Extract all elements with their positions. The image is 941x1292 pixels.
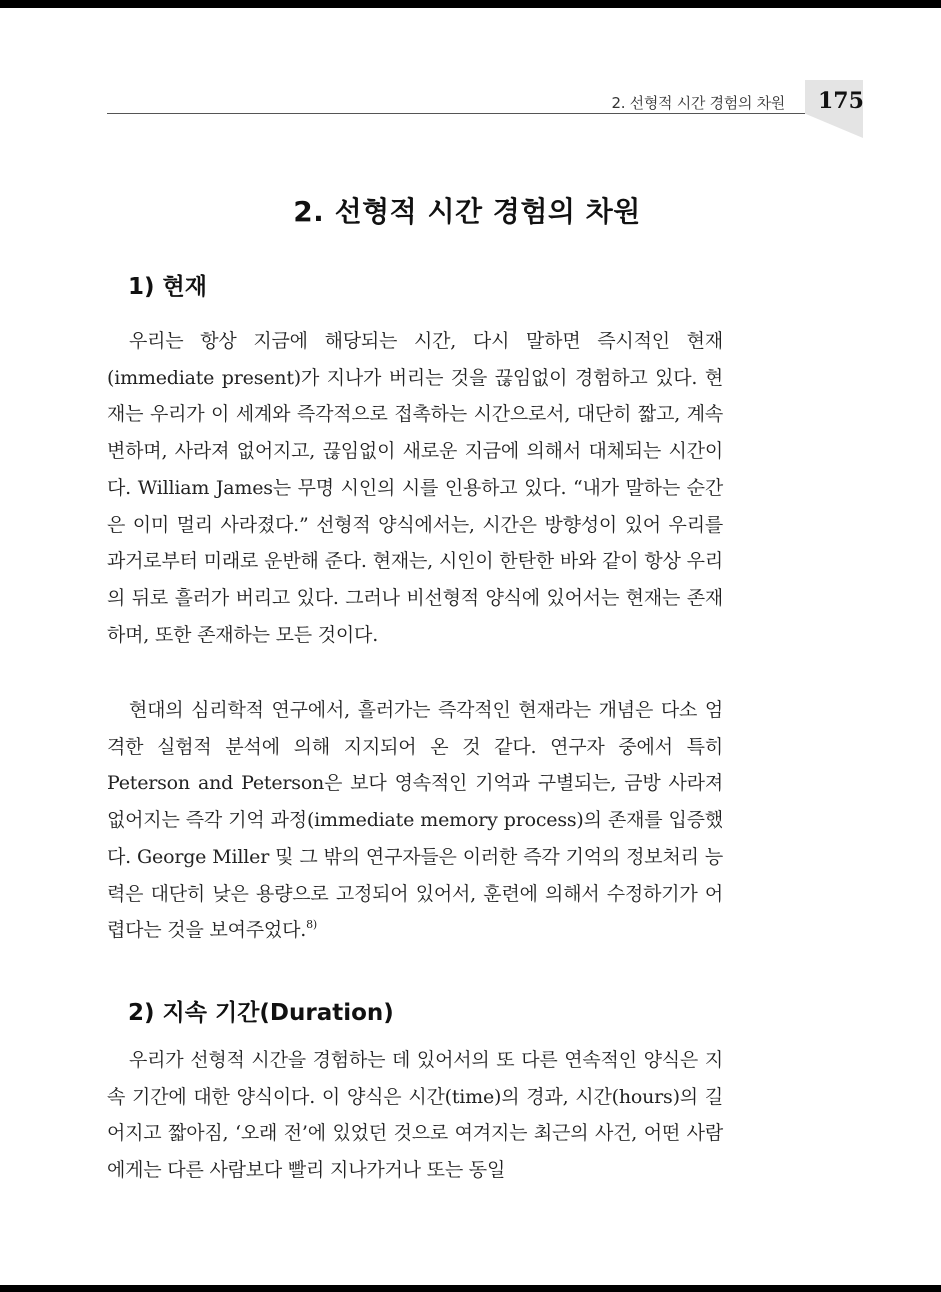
section-title-present: 1) 현재 bbox=[128, 274, 207, 300]
section-title-duration: 2) 지속 기간(Duration) bbox=[128, 1000, 394, 1026]
top-border-bar bbox=[0, 0, 941, 8]
footnote-ref: 8) bbox=[306, 918, 317, 932]
chapter-title: 2. 선형적 시간 경험의 차원 bbox=[293, 195, 641, 228]
bottom-border-bar bbox=[0, 1285, 941, 1292]
paragraph bbox=[107, 692, 723, 949]
paragraph-text: 현대의 심리학적 연구에서, 흘러가는 즉각적인 현재라는 개념은 다소 엄격한 실험적 분석에 의해 지지되어 온 것 같다. 연구자 중에서 특히 Peterson and Peterson은 보다 영속적인 기억과 구별되는, 금방 사라져 없어지는 즉각 기억 과정(immediate memory process)의 존재를 입증했다. George Miller 및 그 밖의 연구자들은 이러한 즉각 기억의 정보처리 능력은 대단히 낮은 용량으로 고정되어 있어서, 훈련에 의해서 수정하기가 어렵다는 것을 보여주었다. bbox=[107, 699, 723, 942]
page-number: 175 bbox=[818, 88, 864, 114]
running-head: 2. 선형적 시간 경험의 차원 bbox=[611, 94, 785, 112]
paragraph: 우리가 선형적 시간을 경험하는 데 있어서의 또 다른 연속적인 양식은 지속 기간에 대한 양식이다. 이 양식은 시간(time)의 경과, 시간(hours)의 길어지고 짧아짐, ‘오래 전’에 있었던 것으로 여겨지는 최근의 사건, 어떤 사람에게는 다른 사람보다 빨리 지나가거나 또는 동일 bbox=[107, 1049, 723, 1182]
paragraph: 우리는 항상 지금에 해당되는 시간, 다시 말하면 즉시적인 현재(immediate present)가 지나가 버리는 것을 끊임없이 경험하고 있다. 현재는 우리가 이 세계와 즉각적으로 접촉하는 시간으로서, 대단히 짧고, 계속 변하며, 사라져 없어지고, 끊임없이 새로운 지금에 의해서 대체되는 시간이다. William James는 무명 시인의 시를 인용하고 있다. “내가 말하는 순간은 이미 멀리 사라졌다.” 선형적 양식에서는, 시간은 방향성이 있어 우리를 과거로부터 미래로 운반해 준다. 현재는, 시인이 한탄한 바와 같이 항상 우리의 뒤로 흘러가 버리고 있다. 그러나 비선형적 양식에 있어서는 현재는 존재하며, 또한 존재하는 모든 것이다. bbox=[107, 330, 723, 646]
header-rule bbox=[107, 113, 805, 114]
